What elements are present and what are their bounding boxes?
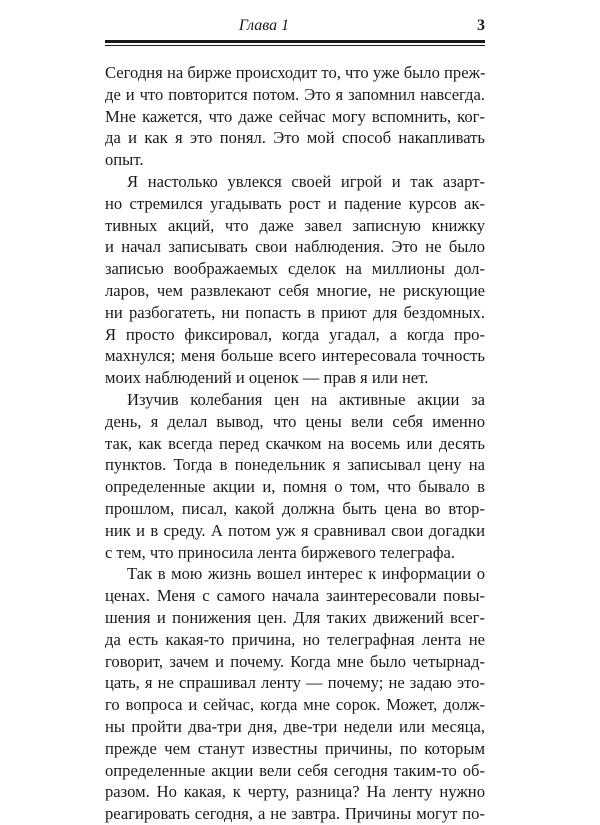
text-line: махнулся; меня больше всего интересовала точность (105, 346, 485, 366)
text-line: опыт. (105, 150, 144, 170)
chapter-title: Глава 1 (238, 17, 290, 34)
text-line: Так в мою жизнь вошел интерес к информации о (127, 564, 485, 584)
text-line: моих наблюдений и оценок — прав я или нет. (105, 368, 429, 388)
text-line: пунктов. Тогда в понедельник я записывал цену на (105, 455, 485, 475)
text-line: Изучив колебания цен на активные акции за (127, 389, 485, 409)
book-page (105, 0, 486, 824)
text-line: разом. Но какая, к черту, разница? На ленту нужно (105, 782, 485, 802)
running-head (105, 16, 485, 38)
text-line: да и как я это понял. Это мой способ накапливать (105, 128, 485, 148)
text-line: ни разбогатеть, ни попасть в приют для бездомных. (105, 302, 485, 322)
body-text (105, 62, 485, 825)
text-line: Сегодня на бирже происходит то, что уже было преж- (105, 63, 486, 82)
text-line: тивных акций, что даже завел записную книжку (105, 215, 485, 235)
text-line: прежде чем станут известны причины, по которым (105, 738, 485, 758)
text-line: определенные акции и, помня о том, что бывало в (105, 477, 485, 497)
text-line: ларов, чем развлекают себя многие, не рискующие (105, 280, 485, 300)
text-line: Я просто фиксировал, когда угадал, а когда про- (105, 324, 485, 344)
text-line: и начал записывать свои наблюдения. Это не было (105, 237, 485, 257)
text-line: ценах. Меня с самого начала заинтересовали повы- (105, 586, 485, 606)
header-rule-thick (105, 40, 485, 43)
header-rule-thin (105, 45, 485, 46)
text-line: реагировать сегодня, а не завтра. Причины могут по- (105, 804, 485, 824)
text-line: говорит, зачем и почему. Когда мне было четырнад- (105, 651, 485, 671)
text-line: с тем, что приносила лента биржевого телеграфа. (105, 542, 456, 562)
text-line: но стремился угадывать рост и падение курсов ак- (105, 193, 485, 213)
text-line: записью воображаемых сделок на миллионы дол- (105, 259, 485, 279)
text-line: день, я делал вывод, что цены вели себя именно (105, 411, 485, 431)
text-line: ник и в среду. А потом уж я сравнивал свои догадки (105, 520, 485, 540)
text-line: да есть какая-то причина, но телеграфная лента не (105, 629, 485, 649)
text-line: де и что повторится потом. Это я запомнил навсегда. (105, 84, 485, 104)
text-line: прошлом, писал, какой должна быть цена во втор- (105, 498, 485, 518)
text-line: определенные акции вели себя сегодня таким-то об- (105, 760, 485, 780)
text-line: шения и понижения цен. Для таких движений всег- (105, 607, 485, 627)
text-line: цать, я не спрашивал ленту — почему; не задаю это- (105, 673, 485, 693)
text-line: Я настолько увлекся своей игрой и так азарт- (127, 171, 485, 191)
text-line: ны пройти два-три дня, две-три недели или месяца, (105, 716, 485, 736)
text-line: так, как всегда перед скачком на восемь или десять (105, 433, 485, 453)
text-line: го вопроса и сейчас, когда мне сорок. Может, долж- (105, 695, 485, 715)
text-line: Мне кажется, что даже сейчас могу вспомнить, ког- (105, 106, 485, 126)
page-number: 3 (477, 17, 485, 34)
